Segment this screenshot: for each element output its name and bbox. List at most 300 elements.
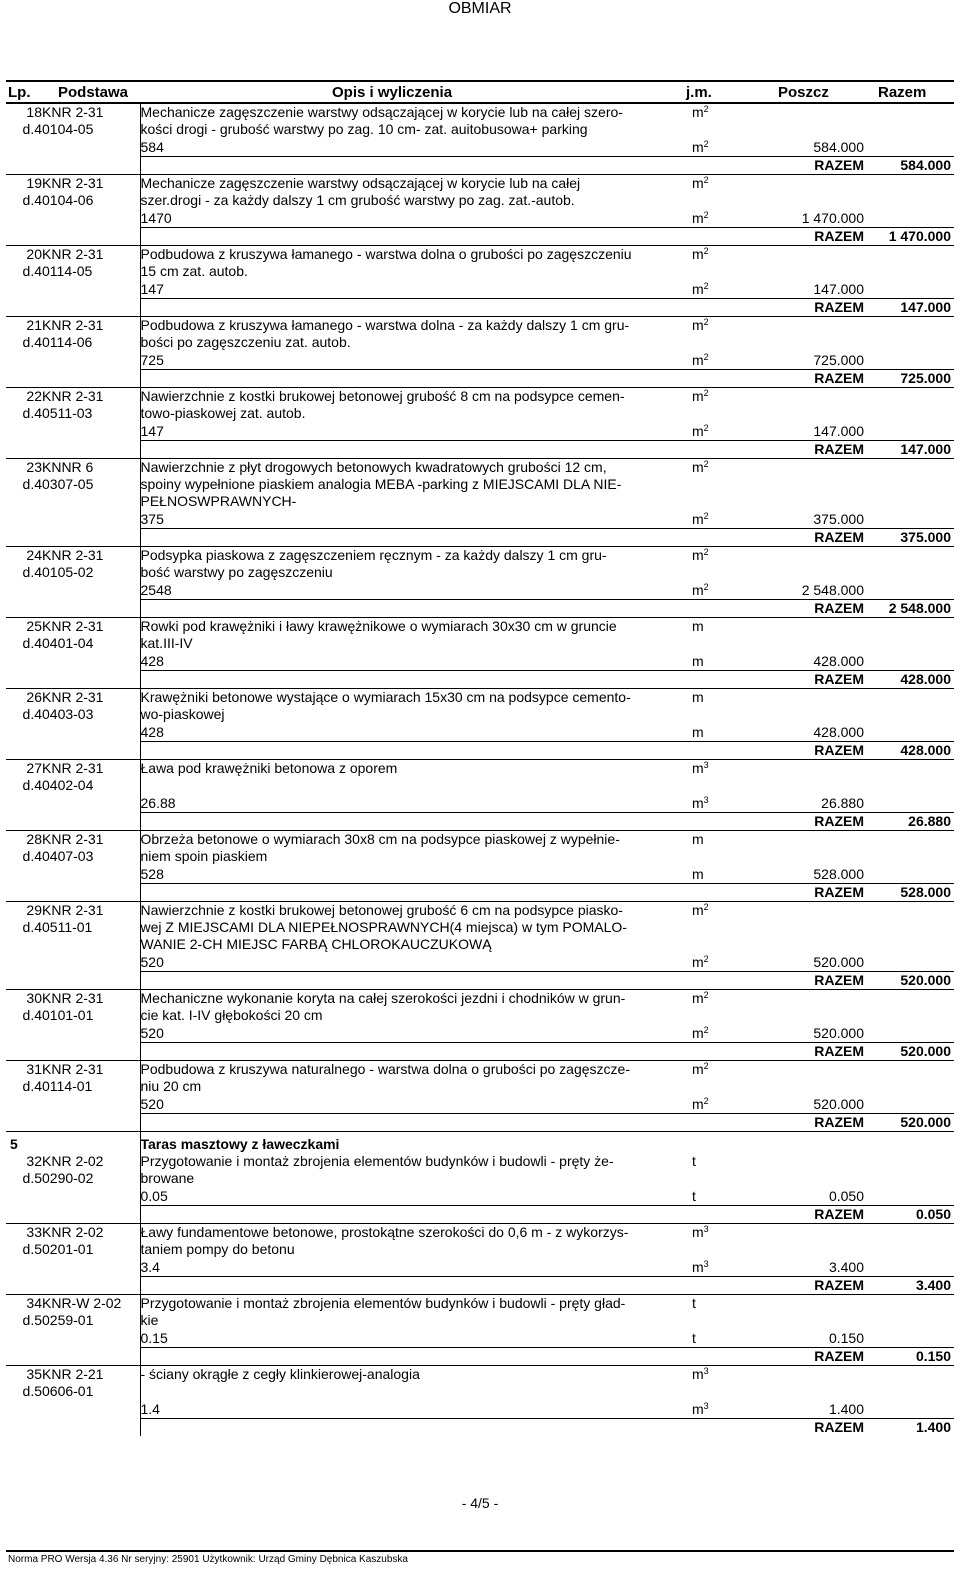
position-basis: 0114-01 bbox=[42, 1078, 140, 1095]
position-row-cont bbox=[6, 1241, 954, 1258]
quantity-row bbox=[6, 280, 954, 299]
summary-value: 528.000 bbox=[864, 884, 954, 902]
summary-label: RAZEM bbox=[754, 1419, 864, 1437]
summary-row bbox=[6, 1419, 954, 1437]
position-unit: $m^2$ bbox=[692, 1061, 754, 1079]
summary-label: RAZEM bbox=[754, 1277, 864, 1295]
position-row-cont bbox=[6, 919, 954, 936]
position-basis: KNR 2-31 bbox=[42, 175, 140, 193]
position-row bbox=[6, 1224, 954, 1242]
position-description: WANIE 2-CH MIEJSC FARBĄ CHLOROKAUCZUKOWĄ bbox=[140, 936, 492, 952]
quantity-row bbox=[6, 1329, 954, 1348]
summary-row bbox=[6, 884, 954, 902]
summary-row bbox=[6, 1348, 954, 1366]
position-unit: $m^2$ bbox=[692, 547, 754, 565]
quantity-formula: 428 bbox=[140, 653, 164, 669]
position-description: Mechanicze zagęszczenie warstwy odsączającej w korycie lub na całej szero- bbox=[140, 104, 623, 120]
footer-text: Norma PRO Wersja 4.36 Nr seryjny: 25901 Użytkownik: Urząd Gminy Dębnica Kaszubska bbox=[8, 1554, 408, 1565]
position-row bbox=[6, 902, 954, 920]
section-number: 5 bbox=[6, 1132, 42, 1154]
position-row bbox=[6, 104, 954, 121]
position-unit: $m^3$ bbox=[692, 760, 754, 778]
position-row bbox=[6, 175, 954, 193]
quantity-unit: t bbox=[692, 1330, 696, 1346]
summary-row bbox=[6, 813, 954, 831]
quantity-formula: 2548 bbox=[140, 582, 172, 598]
position-basis: KNR 2-31 bbox=[42, 246, 140, 264]
position-lp: d.4 bbox=[22, 706, 42, 722]
quantity-formula: 147 bbox=[140, 423, 164, 439]
position-basis: 0606-01 bbox=[42, 1383, 140, 1400]
position-lp: 24 bbox=[6, 547, 42, 565]
position-description: niu 20 cm bbox=[140, 1078, 202, 1094]
position-description: Nawierzchnie z płyt drogowych betonowych kwadratowych grubości 12 cm, bbox=[140, 459, 692, 477]
position-row-cont bbox=[6, 1312, 954, 1329]
position-description: - ściany okrągłe z cegły klinkierowej-analogia bbox=[140, 1366, 692, 1384]
position-basis bbox=[42, 936, 140, 953]
quantity-value: 3.400 bbox=[828, 1259, 864, 1275]
quantity-value: 1 470.000 bbox=[801, 210, 864, 226]
position-basis: KNR 2-02 bbox=[42, 1153, 140, 1170]
position-row bbox=[6, 1153, 954, 1170]
position-unit bbox=[692, 1078, 754, 1095]
position-row-cont bbox=[6, 192, 954, 209]
header-lp: Lp. bbox=[8, 84, 31, 101]
position-lp: d.4 bbox=[22, 1078, 42, 1094]
position-lp: d.5 bbox=[22, 1383, 42, 1399]
position-lp: d.4 bbox=[22, 334, 42, 350]
position-unit: m bbox=[692, 831, 754, 849]
position-lp: 29 bbox=[6, 902, 42, 920]
position-basis: 0511-03 bbox=[42, 405, 140, 422]
position-row-cont bbox=[6, 493, 954, 510]
quantity-formula: 428 bbox=[140, 724, 164, 740]
summary-label: RAZEM bbox=[754, 884, 864, 902]
summary-label: RAZEM bbox=[754, 157, 864, 175]
position-description: kie bbox=[140, 1312, 159, 1328]
summary-label: RAZEM bbox=[754, 671, 864, 689]
position-lp: d.5 bbox=[22, 1312, 42, 1328]
position-row bbox=[6, 618, 954, 636]
quantity-row bbox=[6, 1258, 954, 1277]
position-lp: 22 bbox=[6, 388, 42, 406]
position-basis: 0403-03 bbox=[42, 706, 140, 723]
position-basis: 0290-02 bbox=[42, 1170, 140, 1187]
position-description: spoiny wypełnione piaskiem analogia MEBA -parking z MIEJSCAMI DLA NIE- bbox=[140, 476, 622, 492]
position-description: szer.drogi - za każdy dalszy 1 cm grubość warstwy po zag. zat.-autob. bbox=[140, 192, 575, 208]
position-row-cont bbox=[6, 564, 954, 581]
position-unit bbox=[692, 635, 754, 652]
summary-label: RAZEM bbox=[754, 972, 864, 990]
position-description: niem spoin piaskiem bbox=[140, 848, 268, 864]
position-row-cont bbox=[6, 405, 954, 422]
header-razem: Razem bbox=[878, 84, 927, 101]
quantity-formula: 520 bbox=[140, 1025, 164, 1041]
summary-label: RAZEM bbox=[754, 813, 864, 831]
position-row-cont bbox=[6, 706, 954, 723]
position-row-cont bbox=[6, 1078, 954, 1095]
position-unit bbox=[692, 405, 754, 422]
position-lp: d.4 bbox=[22, 405, 42, 421]
position-row-cont bbox=[6, 1383, 954, 1400]
position-basis: KNR 2-31 bbox=[42, 760, 140, 778]
quantity-row bbox=[6, 794, 954, 813]
position-row bbox=[6, 388, 954, 406]
position-lp: d.4 bbox=[22, 121, 42, 137]
position-basis bbox=[42, 493, 140, 510]
position-row-cont bbox=[6, 263, 954, 280]
position-lp: 20 bbox=[6, 246, 42, 264]
position-description: Podbudowa z kruszywa łamanego - warstwa dolna o grubości po zagęszczeniu bbox=[140, 246, 692, 264]
quantity-row bbox=[6, 652, 954, 671]
position-description: Rowki pod krawężniki i ławy krawężnikowe o wymiarach 30x30 cm w gruncie bbox=[140, 618, 692, 636]
position-basis: 0511-01 bbox=[42, 919, 140, 936]
quantity-unit: $m^2$ bbox=[692, 281, 709, 297]
quantity-unit: $m^3$ bbox=[692, 1259, 709, 1275]
position-row-cont bbox=[6, 476, 954, 493]
quantity-value: 528.000 bbox=[813, 866, 864, 882]
quantity-row bbox=[6, 351, 954, 370]
quantity-formula: 26.88 bbox=[140, 795, 176, 811]
quantity-formula: 0.15 bbox=[140, 1330, 168, 1346]
position-description: towo-piaskowej zat. autob. bbox=[140, 405, 306, 421]
summary-value: 375.000 bbox=[864, 529, 954, 547]
position-lp: d.4 bbox=[22, 919, 42, 935]
position-description bbox=[140, 777, 692, 794]
summary-row bbox=[6, 441, 954, 459]
position-lp: 23 bbox=[6, 459, 42, 477]
summary-label: RAZEM bbox=[754, 299, 864, 317]
summary-value: 0.050 bbox=[864, 1206, 954, 1224]
section-title: Taras masztowy z ławeczkami bbox=[140, 1132, 954, 1154]
position-basis: 0407-03 bbox=[42, 848, 140, 865]
position-unit: t bbox=[692, 1153, 696, 1169]
position-row-cont bbox=[6, 334, 954, 351]
quantity-row bbox=[6, 1187, 954, 1206]
position-basis: KNR 2-31 bbox=[42, 902, 140, 920]
position-basis: 0259-01 bbox=[42, 1312, 140, 1329]
quantity-unit: $m^3$ bbox=[692, 795, 709, 811]
position-basis: KNR 2-31 bbox=[42, 831, 140, 849]
position-lp: d.4 bbox=[22, 777, 42, 793]
summary-label: RAZEM bbox=[754, 1206, 864, 1224]
position-unit bbox=[692, 121, 754, 138]
position-basis: KNNR 6 bbox=[42, 459, 140, 477]
summary-label: RAZEM bbox=[754, 742, 864, 760]
position-description: browane bbox=[140, 1170, 195, 1186]
position-unit bbox=[692, 564, 754, 581]
summary-value: 584.000 bbox=[864, 157, 954, 175]
quantity-formula: 725 bbox=[140, 352, 164, 368]
position-basis: KNR 2-31 bbox=[42, 547, 140, 565]
quantity-row bbox=[6, 1095, 954, 1114]
quantity-value: 0.150 bbox=[828, 1330, 864, 1346]
quantity-value: 147.000 bbox=[813, 281, 864, 297]
position-row bbox=[6, 317, 954, 335]
summary-row bbox=[6, 671, 954, 689]
summary-label: RAZEM bbox=[754, 529, 864, 547]
quantity-row bbox=[6, 209, 954, 228]
quantity-formula: 1.4 bbox=[140, 1401, 160, 1417]
quantity-value: 1.400 bbox=[828, 1401, 864, 1417]
header-jm: j.m. bbox=[686, 84, 712, 101]
measurement-table bbox=[6, 104, 954, 1436]
summary-value: 0.150 bbox=[864, 1348, 954, 1366]
position-basis: 0114-06 bbox=[42, 334, 140, 351]
position-unit bbox=[692, 192, 754, 209]
position-row bbox=[6, 990, 954, 1008]
quantity-formula: 528 bbox=[140, 866, 164, 882]
summary-value: 520.000 bbox=[864, 972, 954, 990]
position-unit bbox=[692, 919, 754, 936]
summary-label: RAZEM bbox=[754, 228, 864, 246]
position-basis: KNR 2-31 bbox=[42, 104, 140, 121]
position-row-cont bbox=[6, 936, 954, 953]
quantity-formula: 147 bbox=[140, 281, 164, 297]
summary-row bbox=[6, 972, 954, 990]
summary-label: RAZEM bbox=[754, 370, 864, 388]
position-lp: d.4 bbox=[22, 848, 42, 864]
position-unit: $m^2$ bbox=[692, 246, 754, 264]
position-row-cont bbox=[6, 848, 954, 865]
position-description: Krawężniki betonowe wystające o wymiarach 15x30 cm na podsypce cemento- bbox=[140, 689, 692, 707]
summary-row bbox=[6, 600, 954, 618]
summary-value: 3.400 bbox=[864, 1277, 954, 1295]
position-unit bbox=[692, 263, 754, 280]
quantity-value: 428.000 bbox=[813, 724, 864, 740]
position-lp: 27 bbox=[6, 760, 42, 778]
position-row bbox=[6, 246, 954, 264]
quantity-unit: t bbox=[692, 1188, 696, 1204]
quantity-value: 520.000 bbox=[813, 1025, 864, 1041]
position-row-cont bbox=[6, 1007, 954, 1024]
position-description: Ława pod krawężniki betonowa z oporem bbox=[140, 760, 692, 778]
position-description: PEŁNOSWPRAWNYCH- bbox=[140, 493, 297, 509]
position-lp: d.4 bbox=[22, 476, 42, 492]
quantity-value: 520.000 bbox=[813, 954, 864, 970]
position-lp bbox=[6, 493, 42, 510]
quantity-unit: m bbox=[692, 653, 704, 669]
position-unit bbox=[692, 1383, 754, 1400]
position-unit: $m^2$ bbox=[692, 317, 754, 335]
summary-value: 428.000 bbox=[864, 671, 954, 689]
position-unit bbox=[692, 777, 754, 794]
summary-value: 520.000 bbox=[864, 1043, 954, 1061]
summary-row bbox=[6, 370, 954, 388]
quantity-unit: m bbox=[692, 866, 704, 882]
quantity-row bbox=[6, 953, 954, 972]
position-description: Mechanicze zagęszczenie warstwy odsączającej w korycie lub na całej bbox=[140, 175, 692, 193]
header-opis: Opis i wyliczenia bbox=[332, 84, 453, 101]
summary-row bbox=[6, 228, 954, 246]
position-lp: 25 bbox=[6, 618, 42, 636]
summary-row bbox=[6, 1114, 954, 1132]
position-row bbox=[6, 1295, 954, 1313]
summary-label: RAZEM bbox=[754, 441, 864, 459]
quantity-value: 520.000 bbox=[813, 1096, 864, 1112]
position-lp: 26 bbox=[6, 689, 42, 707]
position-description: Podsypka piaskowa z zagęszczeniem ręcznym - za każdy dalszy 1 cm gru- bbox=[140, 547, 692, 565]
quantity-unit: $m^2$ bbox=[692, 139, 709, 155]
position-lp: 18 bbox=[26, 104, 42, 120]
quantity-value: 725.000 bbox=[813, 352, 864, 368]
summary-value: 428.000 bbox=[864, 742, 954, 760]
position-basis: KNR 2-31 bbox=[42, 990, 140, 1008]
position-lp: 32 bbox=[26, 1153, 42, 1169]
position-basis: 0201-01 bbox=[42, 1241, 140, 1258]
position-unit: $m^2$ bbox=[692, 175, 754, 193]
quantity-value: 2 548.000 bbox=[801, 582, 864, 598]
position-description: Podbudowa z kruszywa łamanego - warstwa dolna - za każdy dalszy 1 cm gru- bbox=[140, 317, 692, 335]
position-unit bbox=[692, 706, 754, 723]
position-row-cont bbox=[6, 635, 954, 652]
summary-value: 147.000 bbox=[864, 299, 954, 317]
position-description: Ławy fundamentowe betonowe, prostokątne szerokości do 0,6 m - z wykorzys- bbox=[140, 1224, 692, 1242]
position-description: kat.III-IV bbox=[140, 635, 193, 651]
quantity-unit: $m^2$ bbox=[692, 210, 709, 226]
quantity-unit: $m^2$ bbox=[692, 582, 709, 598]
quantity-unit: $m^2$ bbox=[692, 954, 709, 970]
position-description: bość warstwy po zagęszczeniu bbox=[140, 564, 333, 580]
summary-row bbox=[6, 529, 954, 547]
position-unit: t bbox=[692, 1295, 754, 1313]
summary-value: 26.880 bbox=[864, 813, 954, 831]
position-row bbox=[6, 760, 954, 778]
position-description: Podbudowa z kruszywa naturalnego - warstwa dolna o grubości po zagęszcze- bbox=[140, 1061, 692, 1079]
summary-row bbox=[6, 1043, 954, 1061]
position-row bbox=[6, 689, 954, 707]
position-basis: 0114-05 bbox=[42, 263, 140, 280]
position-lp: d.4 bbox=[22, 1007, 42, 1023]
quantity-formula: 375 bbox=[140, 511, 164, 527]
section-row bbox=[6, 1132, 954, 1154]
position-basis: KNR-W 2-02 bbox=[42, 1295, 140, 1313]
summary-row bbox=[6, 1277, 954, 1295]
position-description: wej Z MIEJSCAMI DLA NIEPEŁNOSPRAWNYCH(4 miejsca) w tym POMALO- bbox=[140, 919, 627, 935]
quantity-formula: 3.4 bbox=[140, 1259, 160, 1275]
position-row-cont bbox=[6, 121, 954, 138]
position-lp bbox=[6, 936, 42, 953]
position-unit: $m^2$ bbox=[692, 459, 754, 477]
summary-value: 725.000 bbox=[864, 370, 954, 388]
position-description: cie kat. I-IV głębokości 20 cm bbox=[140, 1007, 323, 1023]
footer bbox=[6, 1550, 954, 1565]
position-description: Nawierzchnie z kostki brukowej betonowej grubość 6 cm na podsypce piasko- bbox=[140, 902, 692, 920]
quantity-unit: $m^2$ bbox=[692, 352, 709, 368]
position-unit: $m^3$ bbox=[692, 1224, 754, 1242]
table-header bbox=[6, 80, 954, 104]
position-row-cont bbox=[6, 777, 954, 794]
summary-label: RAZEM bbox=[754, 1348, 864, 1366]
position-description: bości po zagęszczeniu zat. autob. bbox=[140, 334, 351, 350]
position-basis: 0104-05 bbox=[42, 121, 140, 138]
quantity-formula: 520 bbox=[140, 1096, 164, 1112]
summary-label: RAZEM bbox=[754, 1114, 864, 1132]
summary-value: 147.000 bbox=[864, 441, 954, 459]
position-basis: 0401-04 bbox=[42, 635, 140, 652]
position-unit bbox=[692, 1007, 754, 1024]
position-row bbox=[6, 1061, 954, 1079]
quantity-value: 26.880 bbox=[821, 795, 864, 811]
position-description: kości drogi - grubość warstwy po zag. 10 cm- zat. auitobusowa+ parking bbox=[140, 121, 588, 137]
quantity-value: 584.000 bbox=[813, 139, 864, 155]
position-unit bbox=[692, 476, 754, 493]
quantity-row bbox=[6, 581, 954, 600]
quantity-row bbox=[6, 865, 954, 884]
summary-value: 1.400 bbox=[864, 1419, 954, 1437]
summary-row bbox=[6, 299, 954, 317]
position-unit: $m^2$ bbox=[692, 388, 754, 406]
quantity-unit: $m^2$ bbox=[692, 1025, 709, 1041]
summary-value: 1 470.000 bbox=[864, 228, 954, 246]
position-basis: 0104-06 bbox=[42, 192, 140, 209]
summary-value: 2 548.000 bbox=[864, 600, 954, 618]
position-basis: KNR 2-31 bbox=[42, 618, 140, 636]
quantity-row bbox=[6, 138, 954, 157]
position-basis: KNR 2-31 bbox=[42, 388, 140, 406]
position-unit bbox=[692, 1312, 754, 1329]
position-lp: d.4 bbox=[22, 263, 42, 279]
position-lp: 28 bbox=[6, 831, 42, 849]
summary-label: RAZEM bbox=[754, 1043, 864, 1061]
position-row-cont bbox=[6, 1170, 954, 1187]
position-description: Przygotowanie i montaż zbrojenia elementów budynków i budowli - pręty gład- bbox=[140, 1295, 692, 1313]
position-lp: d.5 bbox=[22, 1170, 42, 1186]
summary-row bbox=[6, 742, 954, 760]
quantity-row bbox=[6, 510, 954, 529]
position-unit: $m^2$ bbox=[692, 902, 754, 920]
position-lp: d.4 bbox=[22, 192, 42, 208]
position-description: 15 cm zat. autob. bbox=[140, 263, 248, 279]
header-podstawa: Podstawa bbox=[58, 84, 129, 101]
position-row bbox=[6, 459, 954, 477]
quantity-value: 375.000 bbox=[813, 511, 864, 527]
position-description: wo-piaskowej bbox=[140, 706, 225, 722]
position-unit: m bbox=[692, 689, 754, 707]
quantity-unit: $m^2$ bbox=[692, 1096, 709, 1112]
position-unit bbox=[692, 334, 754, 351]
position-lp: 30 bbox=[6, 990, 42, 1008]
position-unit: m bbox=[692, 618, 754, 636]
quantity-formula: 0.05 bbox=[140, 1188, 168, 1204]
position-lp: 34 bbox=[6, 1295, 42, 1313]
quantity-row bbox=[6, 723, 954, 742]
position-lp: 21 bbox=[6, 317, 42, 335]
position-unit bbox=[692, 1170, 754, 1187]
quantity-value: 428.000 bbox=[813, 653, 864, 669]
position-row bbox=[6, 831, 954, 849]
position-description: Przygotowanie i montaż zbrojenia elementów budynków i budowli - pręty że- bbox=[140, 1153, 614, 1169]
document-title: OBMIAR bbox=[448, 0, 512, 17]
position-lp: 31 bbox=[6, 1061, 42, 1079]
quantity-unit: m bbox=[692, 724, 704, 740]
quantity-value: 147.000 bbox=[813, 423, 864, 439]
quantity-formula: 1470 bbox=[140, 210, 172, 226]
position-basis: KNR 2-31 bbox=[42, 689, 140, 707]
position-basis: KNR 2-02 bbox=[42, 1224, 140, 1242]
position-lp: 35 bbox=[6, 1366, 42, 1384]
position-basis: 0101-01 bbox=[42, 1007, 140, 1024]
position-basis: 0402-04 bbox=[42, 777, 140, 794]
position-row bbox=[6, 547, 954, 565]
page-number: - 4/5 - bbox=[461, 1495, 499, 1511]
position-description bbox=[140, 1383, 692, 1400]
quantity-unit: $m^3$ bbox=[692, 1401, 709, 1417]
summary-label: RAZEM bbox=[754, 600, 864, 618]
position-basis: 0105-02 bbox=[42, 564, 140, 581]
position-unit: $m^2$ bbox=[692, 990, 754, 1008]
quantity-value: 0.050 bbox=[828, 1188, 864, 1204]
